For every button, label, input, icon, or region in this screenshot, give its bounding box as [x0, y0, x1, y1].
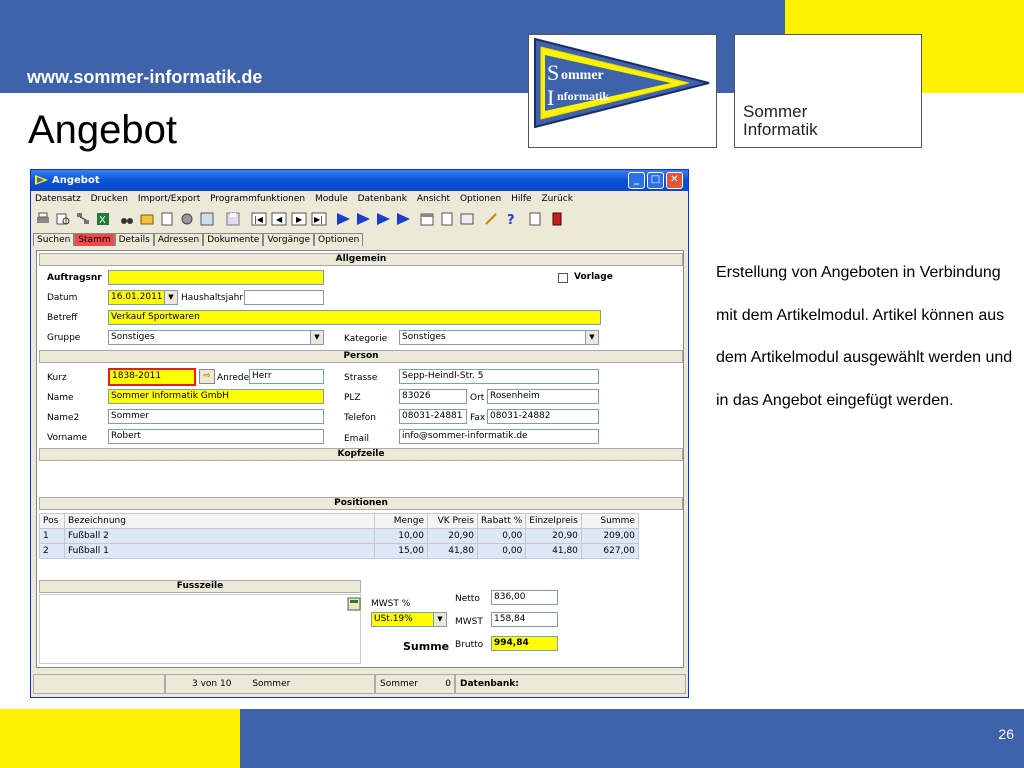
section-allgemein: Allgemein — [39, 253, 683, 266]
section-positionen: Positionen — [39, 497, 683, 510]
col-summe: Summe — [581, 514, 638, 529]
tab-optionen[interactable]: Optionen — [314, 233, 363, 246]
settings-icon[interactable] — [179, 211, 195, 227]
refresh-icon[interactable] — [199, 211, 215, 227]
haushaltsjahr-label: Haushaltsjahr — [181, 293, 244, 303]
first-record-icon[interactable] — [251, 211, 267, 227]
menu-drucken[interactable]: Drucken — [90, 194, 128, 204]
menu-zurueck[interactable]: Zurück — [541, 194, 573, 204]
footer-accent — [0, 709, 240, 768]
svg-text:X: X — [99, 215, 106, 226]
table-row[interactable] — [40, 544, 639, 559]
col-bezeichnung: Bezeichnung — [65, 514, 375, 529]
table-header-row — [40, 514, 639, 529]
gruppe-value: Sonstiges — [111, 332, 155, 342]
name-field[interactable]: Sommer Informatik GmbH — [108, 389, 324, 404]
tab-details[interactable]: Details — [115, 233, 154, 246]
title-bar[interactable] — [31, 170, 688, 191]
gruppe-select[interactable] — [108, 330, 324, 345]
kategorie-value: Sonstiges — [402, 332, 446, 342]
netto-label: Netto — [455, 594, 480, 604]
menu-hilfe[interactable]: Hilfe — [511, 194, 532, 204]
positionen-table — [39, 513, 639, 559]
module-link-icon-3[interactable] — [375, 211, 391, 227]
chevron-down-icon[interactable]: ▼ — [585, 331, 598, 344]
cell-summe: 209,00 — [581, 529, 638, 544]
calendar-icon[interactable] — [419, 211, 435, 227]
menu-module[interactable]: Module — [315, 194, 348, 204]
section-person: Person — [39, 350, 683, 363]
cell-menge: 10,00 — [375, 529, 428, 544]
plz-label: PLZ — [344, 393, 361, 403]
cell-pos: 1 — [40, 529, 65, 544]
status-user2: Sommer — [380, 679, 418, 689]
print-icon[interactable] — [35, 211, 51, 227]
gruppe-label: Gruppe — [47, 333, 81, 343]
menu-programmfunktionen[interactable]: Programmfunktionen — [210, 194, 306, 204]
svg-text:▶|: ▶| — [314, 215, 323, 224]
mwst-select[interactable] — [371, 612, 447, 627]
name2-label: Name2 — [47, 413, 80, 423]
menu-datenbank[interactable]: Datenbank — [357, 194, 407, 204]
col-pos: Pos — [40, 514, 65, 529]
menu-import-export[interactable]: Import/Export — [137, 194, 201, 204]
logo-initial-i: I — [547, 85, 555, 110]
cell-bezeichnung: Fußball 1 — [65, 544, 375, 559]
close-button[interactable]: ✕ — [666, 172, 683, 189]
section-kopfzeile: Kopfzeile — [39, 448, 683, 461]
anrede-label: Anrede — [217, 373, 250, 383]
cell-summe: 627,00 — [581, 544, 638, 559]
cell-bezeichnung: Fußball 2 — [65, 529, 375, 544]
layout-icon[interactable] — [459, 211, 475, 227]
cell-rabatt: 0,00 — [478, 529, 526, 544]
kategorie-label: Kategorie — [344, 334, 388, 344]
calculator-icon[interactable] — [347, 597, 361, 611]
note-icon[interactable] — [439, 211, 455, 227]
svg-text:▶: ▶ — [296, 215, 303, 224]
brutto-label: Brutto — [455, 640, 484, 650]
mwst-amount-field[interactable]: 158,84 — [491, 612, 558, 627]
brutto-field[interactable]: 994,84 — [491, 636, 558, 651]
kurz-label: Kurz — [47, 373, 67, 383]
telefon-field[interactable]: 08031-24881 — [399, 409, 467, 424]
excel-icon[interactable] — [95, 211, 111, 227]
tab-suchen[interactable]: Suchen — [33, 233, 74, 246]
document-icon[interactable] — [159, 211, 175, 227]
vorlage-checkbox[interactable] — [558, 273, 568, 283]
text-logo-line1: Sommer — [743, 102, 808, 121]
menu-datensatz[interactable]: Datensatz — [35, 194, 81, 204]
name2-field[interactable]: Sommer — [108, 409, 324, 424]
menu-ansicht[interactable]: Ansicht — [416, 194, 451, 204]
maximize-button[interactable]: □ — [647, 172, 664, 189]
tab-stamm[interactable]: Stamm — [74, 233, 114, 246]
slide-title: Angebot — [28, 108, 178, 152]
footer-band — [240, 709, 1024, 768]
col-vk-preis: VK Preis — [428, 514, 478, 529]
new-document-icon[interactable] — [527, 211, 543, 227]
fax-label: Fax — [470, 413, 486, 423]
vorname-label: Vorname — [47, 433, 88, 443]
auftragsnr-label: Auftragsnr — [47, 273, 102, 283]
summe-label: Summe — [403, 640, 450, 653]
chevron-down-icon[interactable]: ▼ — [433, 613, 446, 626]
tab-adressen[interactable]: Adressen — [154, 233, 203, 246]
edit-pencil-icon[interactable] — [483, 211, 499, 227]
email-label: Email — [344, 434, 369, 444]
search-binoculars-icon[interactable] — [119, 211, 135, 227]
minimize-button[interactable]: _ — [628, 172, 645, 189]
status-count: 0 — [445, 679, 451, 689]
cell-menge: 15,00 — [375, 544, 428, 559]
strasse-label: Strasse — [344, 373, 378, 383]
website-url: www.sommer-informatik.de — [27, 67, 263, 87]
betreff-label: Betreff — [47, 313, 78, 323]
network-icon[interactable] — [75, 211, 91, 227]
betreff-field[interactable]: Verkauf Sportwaren — [108, 310, 601, 325]
cell-vk-preis: 20,90 — [428, 529, 478, 544]
netto-field[interactable]: 836,00 — [491, 590, 558, 605]
strasse-field[interactable]: Sepp-Heindl-Str. 5 — [399, 369, 599, 384]
next-record-icon[interactable] — [291, 211, 307, 227]
svg-text:|◀: |◀ — [254, 215, 263, 224]
plz-field[interactable]: 83026 — [399, 389, 467, 404]
logo-word-nformatik: nformatik — [557, 89, 609, 103]
vorlage-label: Vorlage — [574, 272, 613, 282]
vorname-field[interactable]: Robert — [108, 429, 324, 444]
section-fusszeile: Fusszeile — [39, 580, 361, 593]
telefon-label: Telefon — [344, 413, 376, 423]
status-record — [165, 674, 375, 694]
kurz-field[interactable]: 1838-2011 — [108, 368, 196, 386]
text-logo-line2: Informatik — [743, 120, 818, 139]
name-label: Name — [47, 393, 74, 403]
angebot-window — [30, 169, 689, 698]
cell-pos: 2 — [40, 544, 65, 559]
datum-field[interactable] — [108, 290, 178, 305]
status-user: Sommer — [252, 679, 291, 689]
previous-record-icon[interactable] — [271, 211, 287, 227]
print-preview-icon[interactable] — [55, 211, 71, 227]
pennant-logo — [528, 34, 717, 148]
mwst-amount-label: MWST — [455, 617, 483, 627]
import-icon[interactable] — [139, 211, 155, 227]
status-record-count: 3 von 10 — [192, 679, 232, 689]
module-link-icon-4[interactable] — [395, 211, 411, 227]
datum-value: 16.01.2011 — [111, 292, 163, 302]
save-icon[interactable] — [225, 211, 241, 227]
email-field[interactable]: info@sommer-informatik.de — [399, 429, 599, 444]
status-user2-cell — [375, 674, 455, 694]
cell-rabatt: 0,00 — [478, 544, 526, 559]
module-link-icon-2[interactable] — [355, 211, 371, 227]
exit-icon[interactable] — [549, 211, 565, 227]
tab-strip — [33, 233, 363, 249]
fax-field[interactable]: 08031-24882 — [487, 409, 599, 424]
haushaltsjahr-field[interactable] — [244, 290, 324, 305]
cell-vk-preis: 41,80 — [428, 544, 478, 559]
fusszeile-textarea[interactable] — [39, 594, 361, 664]
svg-text:?: ? — [507, 213, 515, 227]
logo-initial-s: S — [547, 60, 560, 85]
table-row[interactable] — [40, 529, 639, 544]
arrow-right-icon[interactable]: ⇨ — [199, 369, 215, 384]
ort-field[interactable]: Rosenheim — [487, 389, 599, 404]
help-icon[interactable] — [503, 211, 519, 227]
mwst-percent-label: MWST % — [371, 599, 411, 609]
kopfzeile-textarea[interactable] — [39, 462, 683, 496]
menu-optionen[interactable]: Optionen — [459, 194, 502, 204]
app-icon — [35, 174, 48, 186]
text-logo — [734, 34, 922, 148]
window-title: Angebot — [52, 175, 100, 186]
module-link-icon-1[interactable] — [335, 211, 351, 227]
menu-bar — [31, 191, 688, 207]
cell-einzelpreis: 20,90 — [526, 529, 582, 544]
last-record-icon[interactable] — [311, 211, 327, 227]
logo-word-ommer: ommer — [561, 68, 604, 83]
cell-einzelpreis: 41,80 — [526, 544, 582, 559]
mwst-select-value: USt.19% — [374, 614, 413, 624]
col-rabatt: Rabatt % — [478, 514, 526, 529]
status-datenbank: Datenbank: — [455, 674, 686, 694]
status-cell-empty — [33, 674, 165, 694]
form-content — [36, 250, 684, 668]
kategorie-select[interactable] — [399, 330, 599, 345]
tab-vorgaenge[interactable]: Vorgänge — [263, 233, 314, 246]
slide-description: Erstellung von Angeboten in Verbindung mit dem Artikelmodul. Artikel können aus dem Artikelmodul ausgewählt werden und in das Angebot eingefügt werden. — [716, 264, 1013, 409]
pennant-graphic — [529, 35, 716, 147]
ort-label: Ort — [470, 393, 485, 403]
page-number: 26 — [998, 726, 1014, 742]
chevron-down-icon[interactable]: ▼ — [310, 331, 323, 344]
anrede-field[interactable]: Herr — [249, 369, 324, 384]
svg-text:◀: ◀ — [276, 215, 283, 224]
col-menge: Menge — [375, 514, 428, 529]
toolbar — [31, 208, 688, 232]
auftragsnr-field[interactable] — [108, 270, 324, 285]
status-bar — [33, 674, 686, 694]
chevron-down-icon[interactable]: ▼ — [164, 291, 177, 304]
tab-dokumente[interactable]: Dokumente — [203, 233, 263, 246]
col-einzelpreis: Einzelpreis — [526, 514, 582, 529]
datum-label: Datum — [47, 293, 78, 303]
